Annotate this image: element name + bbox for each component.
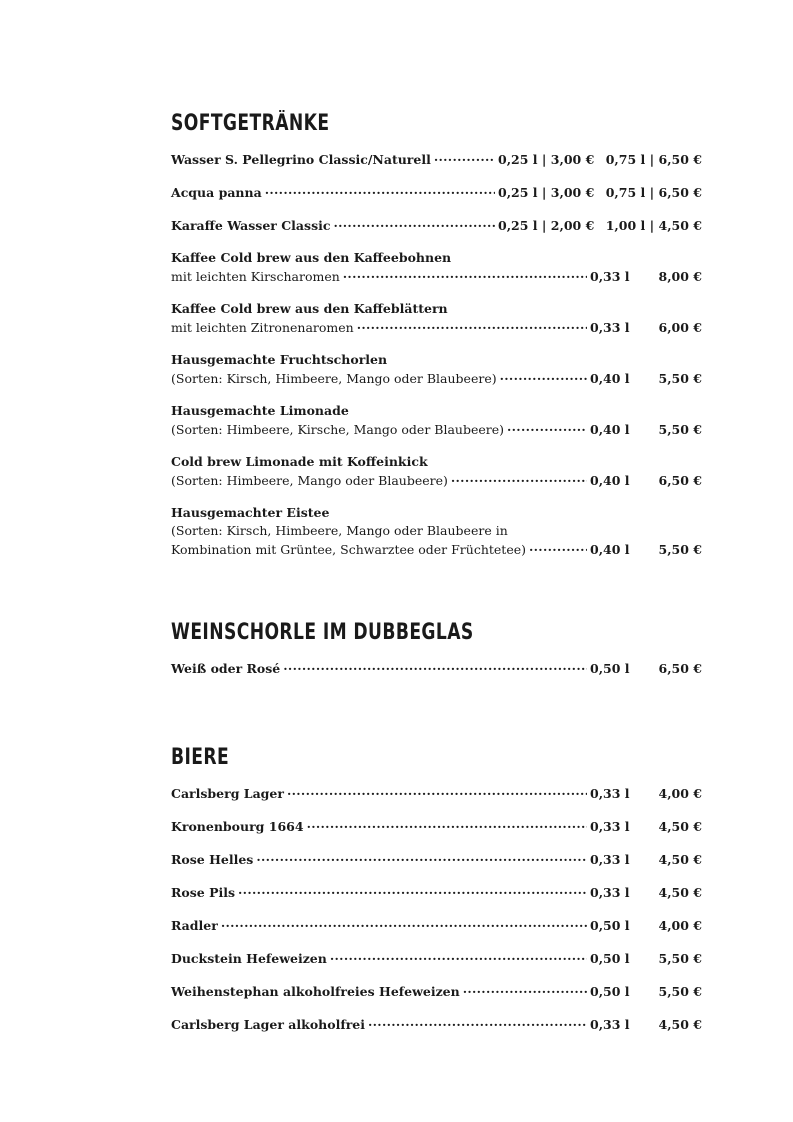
menu-item [171, 982, 702, 1001]
item-description: (Sorten: Kirsch, Himbeere, Mango oder Blaubeere) [171, 371, 497, 386]
item-price: 6,50 € [658, 661, 702, 676]
dot-leader [287, 784, 587, 798]
item-name: Duckstein Hefeweizen [171, 951, 327, 966]
item-size: 0,40 l [590, 371, 630, 386]
item-price: 4,50 € [658, 819, 702, 834]
menu-item [171, 300, 702, 337]
item-size: 0,50 l [590, 661, 630, 676]
item-price-1: 0,25 l | 3,00 € [498, 152, 595, 167]
item-description: mit leichten Zitronenaromen [171, 320, 354, 335]
item-description: (Sorten: Himbeere, Kirsche, Mango oder Blaubeere) [171, 422, 504, 437]
menu-item [171, 504, 702, 559]
item-price-2: 0,75 l | 6,50 € [605, 185, 702, 200]
item-name: Rose Helles [171, 852, 254, 867]
menu-item [171, 850, 702, 869]
item-price: 4,50 € [658, 852, 702, 867]
dot-leader [357, 318, 587, 332]
item-name: Carlsberg Lager alkoholfrei [171, 1017, 365, 1032]
dot-leader [507, 420, 587, 434]
dot-leader [451, 471, 587, 485]
item-price: 4,00 € [658, 786, 702, 801]
item-price: 6,00 € [658, 320, 702, 335]
item-price: 5,50 € [658, 371, 702, 386]
menu-item [171, 817, 702, 836]
item-name: Acqua panna [171, 185, 262, 200]
item-description: Kombination mit Grüntee, Schwarztee oder Früchtetee) [171, 542, 526, 557]
item-price: 4,50 € [658, 885, 702, 900]
dot-leader [256, 850, 587, 864]
item-size: 0,50 l [590, 984, 630, 999]
menu-item [171, 249, 702, 286]
item-size: 0,50 l [590, 918, 630, 933]
item-name: Radler [171, 918, 218, 933]
item-name: Cold brew Limonade mit Koffeinkick [171, 454, 428, 469]
item-price: 5,50 € [658, 422, 702, 437]
menu-item [171, 150, 702, 169]
item-size: 0,50 l [590, 951, 630, 966]
item-name: Kaffee Cold brew aus den Kaffeebohnen [171, 250, 452, 265]
item-name: Weiß oder Rosé [171, 661, 281, 676]
dot-leader [265, 183, 495, 197]
menu-item [171, 949, 702, 968]
item-name: Hausgemachte Fruchtschorlen [171, 352, 388, 367]
item-size: 0,40 l [590, 422, 630, 437]
dot-leader [434, 150, 495, 164]
item-description: (Sorten: Himbeere, Mango oder Blaubeere) [171, 473, 448, 488]
item-name: Karaffe Wasser Classic [171, 218, 331, 233]
item-size: 0,40 l [590, 542, 630, 557]
item-size: 0,33 l [590, 819, 630, 834]
section-beers [171, 744, 702, 1034]
menu-item [171, 916, 702, 935]
menu-item [171, 784, 702, 803]
item-size: 0,40 l [590, 473, 630, 488]
item-price: 5,50 € [658, 542, 702, 557]
item-name: Hausgemachte Limonade [171, 403, 349, 418]
item-price: 4,00 € [658, 918, 702, 933]
dot-leader [333, 216, 495, 230]
dot-leader [500, 369, 587, 383]
menu-item [171, 183, 702, 202]
item-name: Wasser S. Pellegrino Classic/Naturell [171, 152, 431, 167]
section-title: SOFTGETRÄNKE [171, 111, 330, 136]
item-size: 0,33 l [590, 852, 630, 867]
item-size: 0,33 l [590, 885, 630, 900]
item-name: Hausgemachter Eistee [171, 505, 330, 520]
item-size: 0,33 l [590, 320, 630, 335]
item-description: (Sorten: Kirsch, Himbeere, Mango oder Blaubeere in [171, 523, 508, 538]
menu-item [171, 402, 702, 439]
item-price: 5,50 € [658, 984, 702, 999]
dot-leader [529, 540, 587, 554]
item-price-2: 1,00 l | 4,50 € [605, 218, 702, 233]
item-price-2: 0,75 l | 6,50 € [605, 152, 702, 167]
item-price: 5,50 € [658, 951, 702, 966]
menu-item [171, 883, 702, 902]
section-softdrinks [171, 110, 702, 559]
menu-item [171, 1015, 702, 1034]
item-name: Rose Pils [171, 885, 236, 900]
section-title: BIERE [171, 745, 230, 770]
item-price: 4,50 € [658, 1017, 702, 1032]
item-name: Weihenstephan alkoholfreies Hefeweizen [171, 984, 460, 999]
section-title: WEINSCHORLE IM DUBBEGLAS [171, 620, 474, 645]
item-name: Kronenbourg 1664 [171, 819, 304, 834]
dot-leader [307, 817, 587, 831]
menu-item [171, 216, 702, 235]
menu-item [171, 659, 702, 678]
item-price-1: 0,25 l | 2,00 € [498, 218, 595, 233]
menu-item [171, 351, 702, 388]
dot-leader [368, 1015, 587, 1029]
item-size: 0,33 l [590, 786, 630, 801]
item-price-1: 0,25 l | 3,00 € [498, 185, 595, 200]
item-price: 6,50 € [658, 473, 702, 488]
item-price: 8,00 € [658, 269, 702, 284]
item-name: Carlsberg Lager [171, 786, 284, 801]
item-description: mit leichten Kirscharomen [171, 269, 340, 284]
dot-leader [463, 982, 587, 996]
menu-item [171, 453, 702, 490]
section-wine-spritzer [171, 619, 702, 678]
menu-page [171, 110, 702, 1048]
dot-leader [343, 267, 587, 281]
item-name: Kaffee Cold brew aus den Kaffeblättern [171, 301, 448, 316]
dot-leader [221, 916, 587, 930]
dot-leader [330, 949, 587, 963]
item-size: 0,33 l [590, 269, 630, 284]
item-size: 0,33 l [590, 1017, 630, 1032]
dot-leader [283, 659, 587, 673]
dot-leader [238, 883, 587, 897]
